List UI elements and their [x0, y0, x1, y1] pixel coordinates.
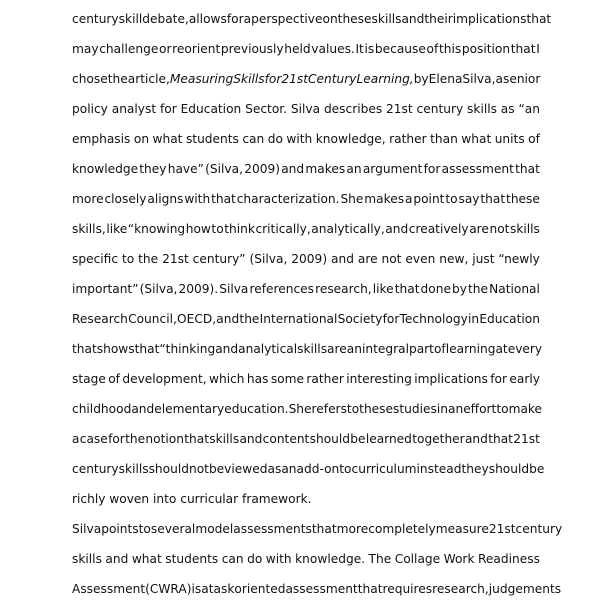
- word: skills,: [72, 222, 106, 236]
- word: I: [536, 42, 540, 56]
- word: more: [72, 192, 104, 206]
- word: an: [281, 462, 297, 476]
- word: that: [184, 432, 209, 446]
- word: even: [405, 252, 436, 266]
- body-text: [72, 8, 563, 608]
- text-line: [72, 278, 540, 308]
- word: the: [468, 282, 489, 296]
- word: units: [494, 132, 525, 146]
- word: references: [249, 282, 315, 296]
- word: Silva: [290, 102, 321, 116]
- word: for: [382, 312, 400, 326]
- word: what: [152, 132, 183, 146]
- word: debate,: [142, 12, 189, 26]
- word: this: [438, 42, 462, 56]
- word: She: [340, 192, 364, 206]
- word: that: [526, 12, 552, 26]
- word: together: [412, 432, 465, 446]
- word: 21st: [162, 252, 189, 266]
- word: for: [264, 72, 282, 86]
- word: judgements: [488, 582, 562, 596]
- word: “knowing: [127, 222, 186, 236]
- word: they: [139, 162, 167, 176]
- word: say: [458, 192, 480, 206]
- word: skills: [371, 12, 402, 26]
- word: a: [243, 12, 252, 26]
- word: how: [185, 222, 211, 236]
- word: an: [447, 402, 464, 416]
- word: for: [159, 102, 177, 116]
- word: learning: [445, 342, 496, 356]
- text-line-content: richly woven into curricular framework.: [72, 492, 312, 506]
- word: of: [433, 342, 446, 356]
- word: task: [208, 582, 235, 596]
- word: studies: [393, 402, 437, 416]
- word: to: [496, 402, 509, 416]
- word: (Silva,: [249, 252, 288, 266]
- word: that: [394, 282, 420, 296]
- word: be: [208, 462, 225, 476]
- word: should: [488, 462, 530, 476]
- word: their: [424, 12, 453, 26]
- word: these: [337, 12, 372, 26]
- word: like: [106, 222, 128, 236]
- word: creatively: [408, 222, 469, 236]
- word: century: [72, 12, 119, 26]
- word: integral: [361, 342, 409, 356]
- word: and: [105, 552, 129, 566]
- word: perspective: [251, 12, 323, 26]
- word: with: [265, 552, 292, 566]
- word: can: [221, 552, 244, 566]
- word: Sector.: [245, 102, 288, 116]
- word: Silva: [219, 282, 249, 296]
- word: these: [506, 192, 540, 206]
- word: part: [408, 342, 434, 356]
- word: not: [188, 462, 209, 476]
- word: of: [108, 372, 120, 386]
- word: National: [489, 282, 540, 296]
- word: century: [515, 522, 563, 536]
- word: skills: [72, 552, 102, 566]
- word: assessments: [233, 522, 312, 536]
- word: Technology: [399, 312, 468, 326]
- word: for: [226, 12, 244, 26]
- word: case: [79, 432, 108, 446]
- word: research,: [315, 282, 372, 296]
- word: effort: [463, 402, 497, 416]
- word: learned: [365, 432, 412, 446]
- word: more: [336, 522, 369, 536]
- word: or: [159, 42, 172, 56]
- word: for: [108, 432, 125, 446]
- word: 2009): [291, 252, 328, 266]
- word: assessment: [285, 582, 358, 596]
- word: the: [107, 72, 128, 86]
- word: be: [350, 432, 366, 446]
- text-line: [72, 458, 545, 488]
- word: elementary: [154, 402, 225, 416]
- word: and: [401, 12, 425, 26]
- word: a: [72, 432, 80, 446]
- word: Measuring: [169, 72, 234, 86]
- word: an: [346, 342, 362, 356]
- word: and: [131, 402, 155, 416]
- word: 2009).: [178, 282, 219, 296]
- word: that: [211, 192, 236, 206]
- word: closely: [104, 192, 147, 206]
- word: students: [165, 552, 219, 566]
- word: Work: [443, 552, 475, 566]
- word: just: [472, 252, 495, 266]
- word: that: [488, 432, 513, 446]
- word: what: [131, 552, 162, 566]
- word: has: [246, 372, 269, 386]
- word: to: [346, 402, 360, 416]
- word: “thinking: [159, 342, 216, 356]
- word: on: [322, 12, 338, 26]
- word: allows: [188, 12, 227, 26]
- word: which: [209, 372, 245, 386]
- word: assessment: [441, 162, 514, 176]
- word: Silva,: [462, 72, 496, 86]
- word: content: [262, 432, 310, 446]
- word: position: [461, 42, 511, 56]
- word: Elena: [428, 72, 463, 86]
- word: argument: [362, 162, 423, 176]
- word: that: [515, 162, 540, 176]
- word: (Silva,: [205, 162, 243, 176]
- word: characterization.: [236, 192, 340, 206]
- word: analytical: [238, 342, 298, 356]
- word: and: [215, 342, 239, 356]
- word: makes: [364, 192, 405, 206]
- word: in: [468, 312, 480, 326]
- word: a: [495, 72, 503, 86]
- word: than: [430, 132, 458, 146]
- word: Century: [308, 72, 357, 86]
- word: Society: [337, 312, 383, 326]
- word: do: [247, 552, 263, 566]
- text-line: [72, 68, 540, 98]
- word: and: [216, 312, 240, 326]
- word: Readiness: [478, 552, 540, 566]
- text-line: [72, 158, 540, 188]
- word: research,: [432, 582, 489, 596]
- word: analytically,: [311, 222, 385, 236]
- word: International: [259, 312, 338, 326]
- word: by: [452, 282, 467, 296]
- word: make: [508, 402, 543, 416]
- word: 21st: [513, 432, 540, 446]
- word: done: [420, 282, 451, 296]
- text-line: [72, 368, 540, 398]
- word: stage: [72, 372, 106, 386]
- word: Education: [180, 102, 242, 116]
- word: knowledge: [72, 162, 139, 176]
- word: model: [195, 522, 234, 536]
- word: Collage: [394, 552, 441, 566]
- word: aligns: [147, 192, 184, 206]
- word: policy: [72, 102, 108, 116]
- word: with: [286, 132, 313, 146]
- word: and: [281, 162, 305, 176]
- word: Skills: [233, 72, 265, 86]
- word: skills: [467, 102, 497, 116]
- word: like: [372, 282, 394, 296]
- word: Assessment: [72, 582, 146, 596]
- word: with: [184, 192, 211, 206]
- word: She: [288, 402, 312, 416]
- text-line: [72, 308, 540, 338]
- word: not: [381, 252, 402, 266]
- word: in: [436, 402, 448, 416]
- word: Silva: [72, 522, 102, 536]
- word: development,: [122, 372, 207, 386]
- word: instead: [416, 462, 462, 476]
- word: Learning,: [356, 72, 414, 86]
- text-line: [72, 428, 540, 458]
- word: previously: [220, 42, 284, 56]
- word: to: [339, 462, 352, 476]
- word: implications: [452, 12, 527, 26]
- word: and: [331, 252, 354, 266]
- word: skills: [297, 342, 328, 356]
- word: what: [461, 132, 492, 146]
- word: they: [461, 462, 489, 476]
- word: a: [405, 192, 413, 206]
- word: and: [385, 222, 409, 236]
- word: requires: [382, 582, 433, 596]
- word: critically,: [255, 222, 311, 236]
- text-line: [72, 98, 540, 128]
- word: that: [357, 582, 383, 596]
- word: should: [309, 432, 351, 446]
- word: for: [423, 162, 441, 176]
- word: points: [101, 522, 139, 536]
- word: measure: [435, 522, 489, 536]
- word: implications: [414, 372, 488, 386]
- word: to: [445, 192, 458, 206]
- word: knowledge,: [315, 132, 386, 146]
- word: have”: [167, 162, 204, 176]
- text-line: [72, 488, 540, 518]
- word: by: [413, 72, 429, 86]
- word: 2009): [244, 162, 280, 176]
- word: shows: [96, 342, 135, 356]
- word: held: [284, 42, 311, 56]
- word: values.: [311, 42, 355, 56]
- word: because: [374, 42, 426, 56]
- word: Education: [479, 312, 540, 326]
- word: and: [464, 432, 488, 446]
- word: rather: [389, 132, 427, 146]
- word: 21st: [386, 102, 413, 116]
- word: and: [239, 432, 263, 446]
- word: students: [185, 132, 239, 146]
- text-line: [72, 548, 540, 578]
- word: that: [134, 342, 160, 356]
- word: of: [426, 42, 439, 56]
- word: analyst: [111, 102, 157, 116]
- word: that: [311, 522, 337, 536]
- text-line: [72, 128, 540, 158]
- word: century: [416, 102, 464, 116]
- word: some: [270, 372, 304, 386]
- word: to: [211, 222, 224, 236]
- word: can: [242, 132, 265, 146]
- word: as: [500, 102, 515, 116]
- word: describes: [323, 102, 383, 116]
- word: for: [490, 372, 508, 386]
- word: skill: [118, 12, 143, 26]
- text-line: [72, 518, 563, 548]
- word: emphasis: [72, 132, 131, 146]
- word: to: [138, 522, 151, 536]
- word: that: [480, 192, 506, 206]
- word: skills: [509, 222, 540, 236]
- text-line: [72, 338, 543, 368]
- word: (CWRA): [145, 582, 192, 596]
- word: OECD,: [177, 312, 217, 326]
- word: to: [121, 252, 135, 266]
- text-line: [72, 188, 540, 218]
- word: skills: [209, 432, 240, 446]
- word: rather: [306, 372, 344, 386]
- word: “newly: [498, 252, 540, 266]
- word: 21st: [488, 522, 516, 536]
- word: the: [138, 252, 159, 266]
- word: these: [359, 402, 394, 416]
- word: do: [267, 132, 283, 146]
- word: be: [529, 462, 545, 476]
- word: article,: [127, 72, 170, 86]
- text-line: [72, 248, 540, 278]
- word: a: [201, 582, 209, 596]
- word: at: [495, 342, 508, 356]
- word: childhood: [72, 402, 132, 416]
- word: chose: [72, 72, 108, 86]
- text-line: [72, 218, 540, 248]
- word: the: [239, 312, 260, 326]
- word: is: [364, 42, 375, 56]
- word: add-on: [296, 462, 340, 476]
- word: the: [125, 432, 146, 446]
- word: “an: [518, 102, 540, 116]
- word: interesting: [346, 372, 412, 386]
- word: refers: [311, 402, 347, 416]
- word: century”: [192, 252, 246, 266]
- text-line: [72, 578, 562, 608]
- word: are: [327, 342, 347, 356]
- word: are: [357, 252, 378, 266]
- word: The: [368, 552, 392, 566]
- word: knowledge.: [295, 552, 366, 566]
- word: specific: [72, 252, 119, 266]
- word: Research: [72, 312, 128, 326]
- text-line: [72, 398, 543, 428]
- word: senior: [502, 72, 541, 86]
- word: that: [510, 42, 536, 56]
- word: of: [528, 132, 540, 146]
- word: curriculum: [351, 462, 417, 476]
- word: that: [72, 342, 97, 356]
- word: century: [72, 462, 119, 476]
- text-line: [72, 8, 552, 38]
- word: not: [489, 222, 510, 236]
- word: important”: [72, 282, 139, 296]
- word: should: [148, 462, 189, 476]
- word: skills: [118, 462, 149, 476]
- word: (Silva,: [139, 282, 178, 296]
- word: point: [413, 192, 445, 206]
- word: education.: [224, 402, 289, 416]
- word: on: [133, 132, 150, 146]
- word: think: [224, 222, 255, 236]
- word: new,: [439, 252, 469, 266]
- word: several: [150, 522, 196, 536]
- word: challenge: [99, 42, 159, 56]
- word: oriented: [234, 582, 286, 596]
- word: viewed: [224, 462, 268, 476]
- word: early: [509, 372, 540, 386]
- word: It: [355, 42, 364, 56]
- word: is: [191, 582, 202, 596]
- word: Council,: [128, 312, 177, 326]
- word: as: [267, 462, 282, 476]
- word: notion: [145, 432, 184, 446]
- word: reorient: [172, 42, 221, 56]
- word: completely: [368, 522, 436, 536]
- word: may: [72, 42, 99, 56]
- word: makes: [305, 162, 346, 176]
- word: 21st: [281, 72, 308, 86]
- text-line: [72, 38, 540, 68]
- word: every: [507, 342, 543, 356]
- word: an: [346, 162, 362, 176]
- word: are: [469, 222, 489, 236]
